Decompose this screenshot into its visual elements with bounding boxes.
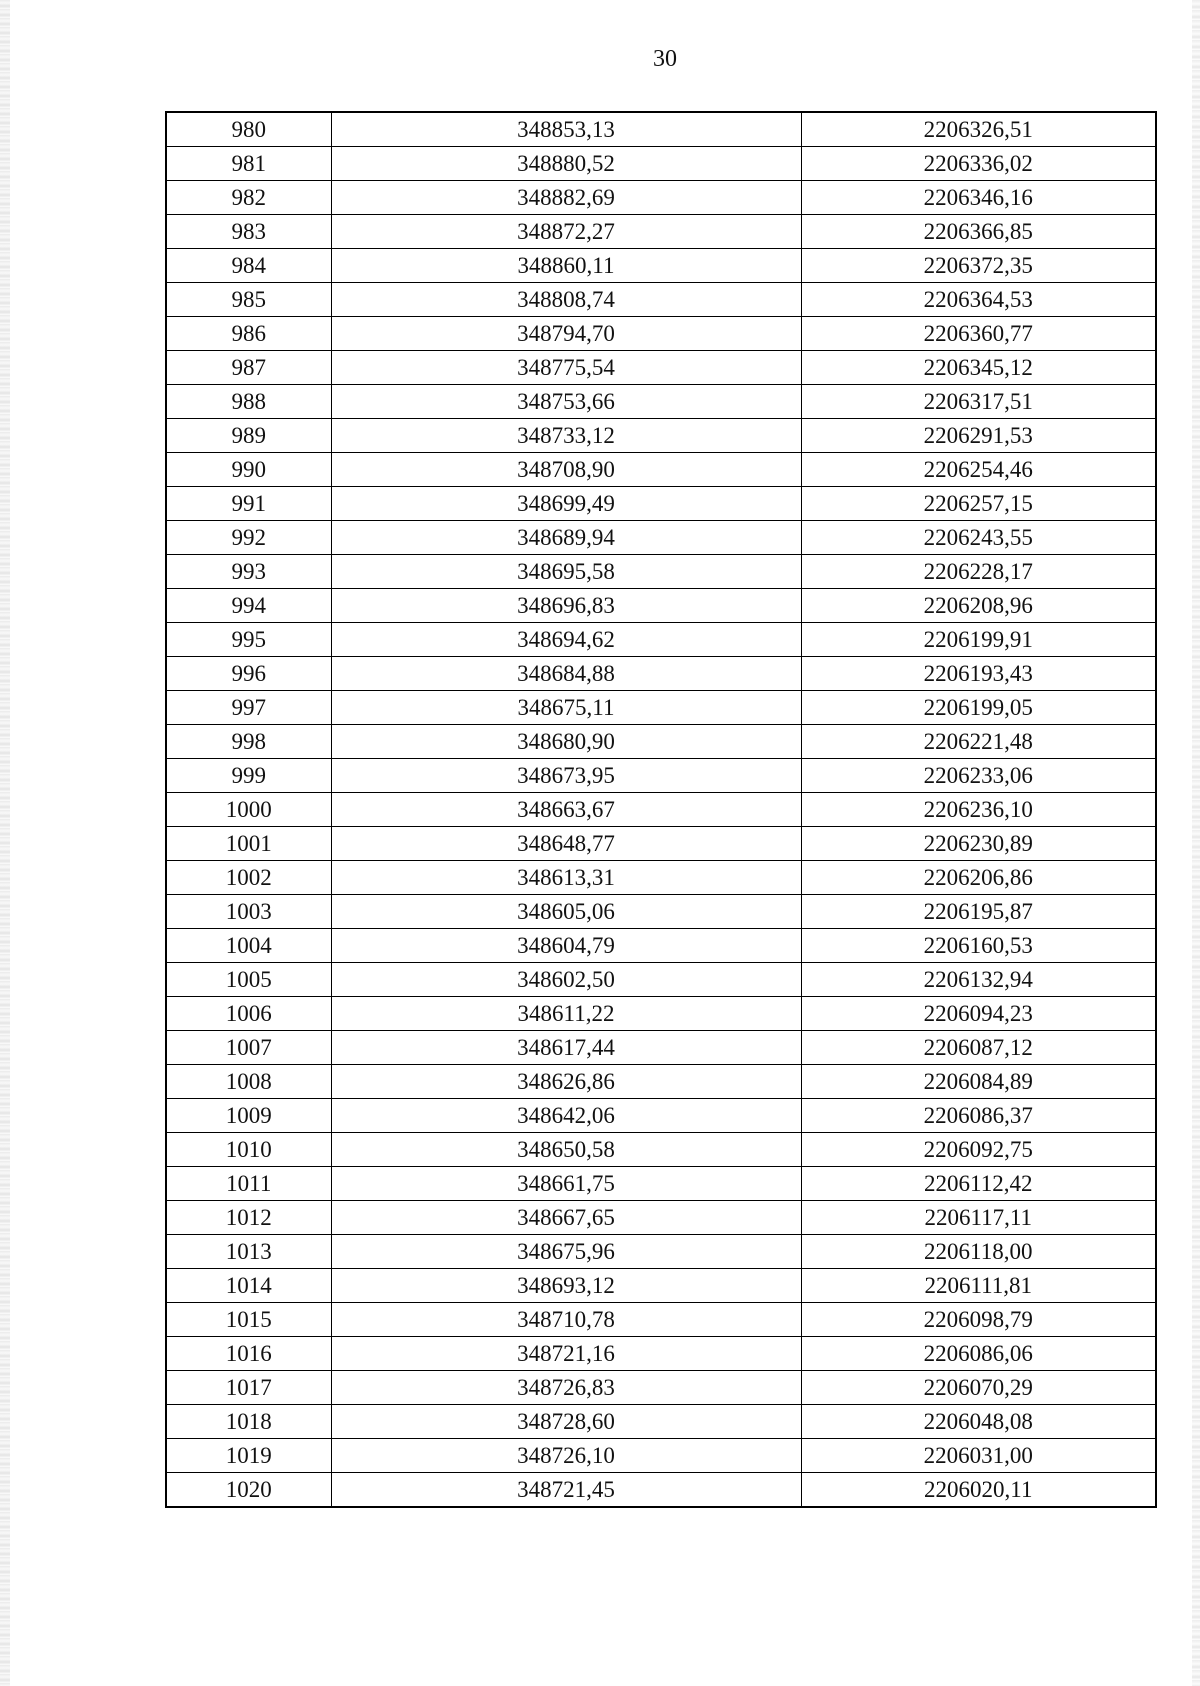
table-row [166,861,1156,895]
x-coordinate-cell: 348675,11 [331,691,801,725]
point-number-cell: 1016 [166,1337,331,1371]
table-row [166,249,1156,283]
table-row [166,1031,1156,1065]
point-number-cell: 984 [166,249,331,283]
y-coordinate-cell: 2206364,53 [801,283,1156,317]
point-number-cell: 991 [166,487,331,521]
x-coordinate-cell: 348642,06 [331,1099,801,1133]
point-number-cell: 981 [166,147,331,181]
x-coordinate-cell: 348695,58 [331,555,801,589]
point-number-cell: 1010 [166,1133,331,1167]
table-row [166,1303,1156,1337]
point-number-cell: 1013 [166,1235,331,1269]
table-row [166,589,1156,623]
point-number-cell: 1004 [166,929,331,963]
y-coordinate-cell: 2206230,89 [801,827,1156,861]
x-coordinate-cell: 348693,12 [331,1269,801,1303]
table-row [166,997,1156,1031]
y-coordinate-cell: 2206020,11 [801,1473,1156,1508]
x-coordinate-cell: 348667,65 [331,1201,801,1235]
x-coordinate-cell: 348753,66 [331,385,801,419]
y-coordinate-cell: 2206160,53 [801,929,1156,963]
table-row [166,793,1156,827]
table-row [166,929,1156,963]
y-coordinate-cell: 2206366,85 [801,215,1156,249]
table-row [166,1167,1156,1201]
y-coordinate-cell: 2206031,00 [801,1439,1156,1473]
y-coordinate-cell: 2206087,12 [801,1031,1156,1065]
y-coordinate-cell: 2206360,77 [801,317,1156,351]
point-number-cell: 1011 [166,1167,331,1201]
point-number-cell: 993 [166,555,331,589]
x-coordinate-cell: 348617,44 [331,1031,801,1065]
table-row [166,1405,1156,1439]
point-number-cell: 996 [166,657,331,691]
table-row [166,555,1156,589]
x-coordinate-cell: 348680,90 [331,725,801,759]
x-coordinate-cell: 348853,13 [331,112,801,147]
y-coordinate-cell: 2206326,51 [801,112,1156,147]
table-row [166,691,1156,725]
y-coordinate-cell: 2206233,06 [801,759,1156,793]
table-row [166,827,1156,861]
table-row [166,1065,1156,1099]
point-number-cell: 999 [166,759,331,793]
table-row [166,1473,1156,1508]
y-coordinate-cell: 2206372,35 [801,249,1156,283]
y-coordinate-cell: 2206254,46 [801,453,1156,487]
table-row [166,317,1156,351]
point-number-cell: 994 [166,589,331,623]
table-row [166,215,1156,249]
table-row [166,521,1156,555]
point-number-cell: 1015 [166,1303,331,1337]
table-row [166,112,1156,147]
point-number-cell: 983 [166,215,331,249]
x-coordinate-cell: 348733,12 [331,419,801,453]
y-coordinate-cell: 2206208,96 [801,589,1156,623]
x-coordinate-cell: 348882,69 [331,181,801,215]
x-coordinate-cell: 348694,62 [331,623,801,657]
table-row [166,1201,1156,1235]
point-number-cell: 987 [166,351,331,385]
point-number-cell: 1009 [166,1099,331,1133]
y-coordinate-cell: 2206221,48 [801,725,1156,759]
table-row [166,351,1156,385]
table-row [166,1099,1156,1133]
table-row [166,385,1156,419]
x-coordinate-cell: 348684,88 [331,657,801,691]
y-coordinate-cell: 2206228,17 [801,555,1156,589]
table-row [166,1371,1156,1405]
point-number-cell: 980 [166,112,331,147]
y-coordinate-cell: 2206086,37 [801,1099,1156,1133]
point-number-cell: 1002 [166,861,331,895]
x-coordinate-cell: 348626,86 [331,1065,801,1099]
y-coordinate-cell: 2206132,94 [801,963,1156,997]
point-number-cell: 1014 [166,1269,331,1303]
point-number-cell: 995 [166,623,331,657]
y-coordinate-cell: 2206195,87 [801,895,1156,929]
coordinates-table [165,111,1157,1508]
y-coordinate-cell: 2206345,12 [801,351,1156,385]
table-row [166,283,1156,317]
table-row [166,453,1156,487]
y-coordinate-cell: 2206199,05 [801,691,1156,725]
point-number-cell: 1000 [166,793,331,827]
point-number-cell: 985 [166,283,331,317]
x-coordinate-cell: 348699,49 [331,487,801,521]
table-row [166,147,1156,181]
table-row [166,725,1156,759]
table-row [166,963,1156,997]
table-row [166,759,1156,793]
x-coordinate-cell: 348604,79 [331,929,801,963]
x-coordinate-cell: 348648,77 [331,827,801,861]
point-number-cell: 1012 [166,1201,331,1235]
point-number-cell: 992 [166,521,331,555]
y-coordinate-cell: 2206236,10 [801,793,1156,827]
point-number-cell: 1005 [166,963,331,997]
table-row [166,657,1156,691]
x-coordinate-cell: 348880,52 [331,147,801,181]
y-coordinate-cell: 2206098,79 [801,1303,1156,1337]
scan-edge-left [0,0,10,1686]
y-coordinate-cell: 2206112,42 [801,1167,1156,1201]
x-coordinate-cell: 348696,83 [331,589,801,623]
table-row [166,623,1156,657]
y-coordinate-cell: 2206193,43 [801,657,1156,691]
y-coordinate-cell: 2206291,53 [801,419,1156,453]
y-coordinate-cell: 2206084,89 [801,1065,1156,1099]
y-coordinate-cell: 2206243,55 [801,521,1156,555]
point-number-cell: 1001 [166,827,331,861]
y-coordinate-cell: 2206111,81 [801,1269,1156,1303]
table-row [166,181,1156,215]
point-number-cell: 989 [166,419,331,453]
x-coordinate-cell: 348605,06 [331,895,801,929]
x-coordinate-cell: 348775,54 [331,351,801,385]
point-number-cell: 1020 [166,1473,331,1508]
table-row [166,1269,1156,1303]
point-number-cell: 1006 [166,997,331,1031]
point-number-cell: 1017 [166,1371,331,1405]
point-number-cell: 1019 [166,1439,331,1473]
point-number-cell: 988 [166,385,331,419]
x-coordinate-cell: 348726,10 [331,1439,801,1473]
point-number-cell: 1018 [166,1405,331,1439]
y-coordinate-cell: 2206070,29 [801,1371,1156,1405]
y-coordinate-cell: 2206118,00 [801,1235,1156,1269]
x-coordinate-cell: 348872,27 [331,215,801,249]
y-coordinate-cell: 2206346,16 [801,181,1156,215]
x-coordinate-cell: 348661,75 [331,1167,801,1201]
y-coordinate-cell: 2206199,91 [801,623,1156,657]
y-coordinate-cell: 2206094,23 [801,997,1156,1031]
x-coordinate-cell: 348726,83 [331,1371,801,1405]
x-coordinate-cell: 348673,95 [331,759,801,793]
table-row [166,895,1156,929]
table-row [166,1337,1156,1371]
x-coordinate-cell: 348602,50 [331,963,801,997]
x-coordinate-cell: 348721,45 [331,1473,801,1508]
x-coordinate-cell: 348708,90 [331,453,801,487]
point-number-cell: 998 [166,725,331,759]
x-coordinate-cell: 348675,96 [331,1235,801,1269]
table-row [166,1235,1156,1269]
x-coordinate-cell: 348650,58 [331,1133,801,1167]
x-coordinate-cell: 348611,22 [331,997,801,1031]
x-coordinate-cell: 348808,74 [331,283,801,317]
point-number-cell: 1008 [166,1065,331,1099]
page-number: 30 [653,46,677,72]
y-coordinate-cell: 2206257,15 [801,487,1156,521]
y-coordinate-cell: 2206317,51 [801,385,1156,419]
y-coordinate-cell: 2206117,11 [801,1201,1156,1235]
x-coordinate-cell: 348860,11 [331,249,801,283]
x-coordinate-cell: 348689,94 [331,521,801,555]
y-coordinate-cell: 2206336,02 [801,147,1156,181]
x-coordinate-cell: 348728,60 [331,1405,801,1439]
x-coordinate-cell: 348710,78 [331,1303,801,1337]
point-number-cell: 1007 [166,1031,331,1065]
point-number-cell: 1003 [166,895,331,929]
x-coordinate-cell: 348794,70 [331,317,801,351]
point-number-cell: 986 [166,317,331,351]
point-number-cell: 990 [166,453,331,487]
point-number-cell: 997 [166,691,331,725]
coordinates-table-body [166,112,1156,1507]
table-row [166,419,1156,453]
y-coordinate-cell: 2206086,06 [801,1337,1156,1371]
x-coordinate-cell: 348663,67 [331,793,801,827]
point-number-cell: 982 [166,181,331,215]
x-coordinate-cell: 348721,16 [331,1337,801,1371]
y-coordinate-cell: 2206092,75 [801,1133,1156,1167]
x-coordinate-cell: 348613,31 [331,861,801,895]
y-coordinate-cell: 2206048,08 [801,1405,1156,1439]
table-row [166,487,1156,521]
scan-edge-right [1192,0,1200,1686]
y-coordinate-cell: 2206206,86 [801,861,1156,895]
table-row [166,1133,1156,1167]
table-row [166,1439,1156,1473]
